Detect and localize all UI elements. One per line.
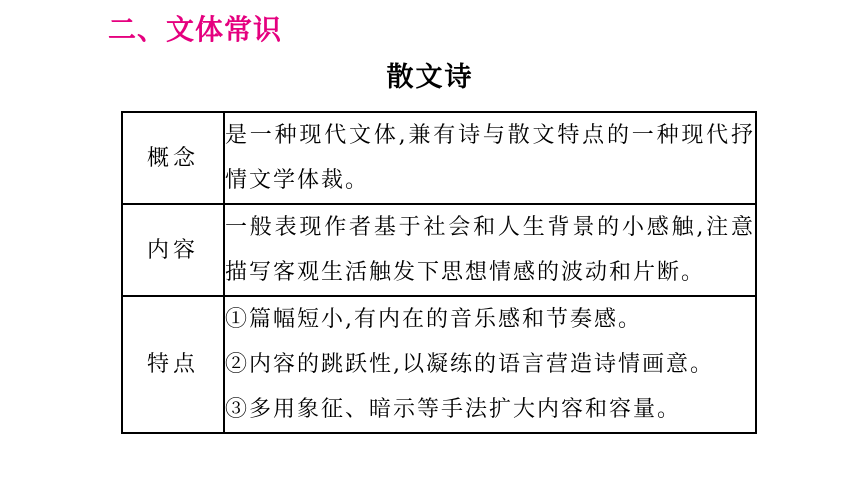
row-label-content: 内容	[122, 204, 224, 296]
section-heading: 二、文体常识	[108, 13, 283, 46]
table-title: 散文诗	[386, 62, 474, 93]
row-label-features: 特点	[122, 296, 224, 433]
table-row-content	[122, 204, 756, 296]
table-row-concept	[122, 112, 756, 204]
row-content-features	[224, 296, 756, 433]
feature-item: ③多用象征、暗示等手法扩大内容和容量。	[225, 397, 682, 422]
row-content-concept: 是一种现代文体,兼有诗与散文特点的一种现代抒情文学体裁。	[224, 112, 756, 204]
info-table	[121, 111, 757, 434]
row-label-concept: 概念	[122, 112, 224, 204]
table-row-features	[122, 296, 756, 433]
row-content-content: 一般表现作者基于社会和人生背景的小感触,注意描写客观生活触发下思想情感的波动和片断。	[224, 204, 756, 296]
feature-item: ①篇幅短小,有内在的音乐感和节奏感。	[225, 307, 642, 332]
feature-item: ②内容的跳跃性,以凝练的语言营造诗情画意。	[225, 352, 714, 377]
